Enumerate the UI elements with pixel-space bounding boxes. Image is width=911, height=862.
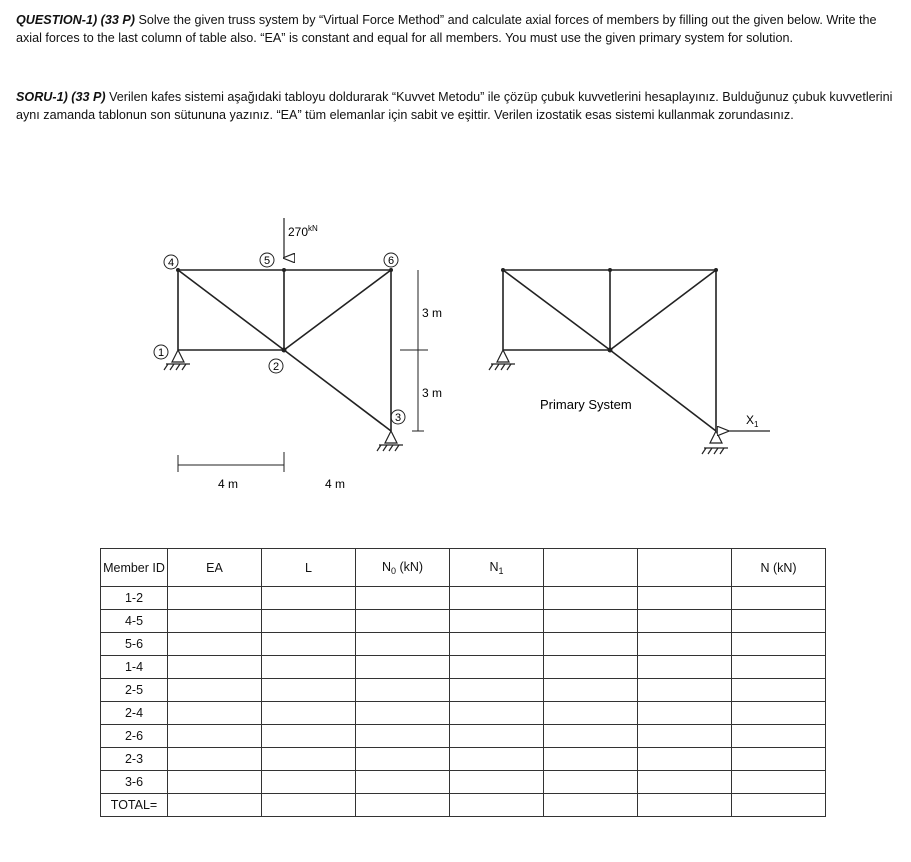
member-2-3: [284, 350, 391, 431]
dim-width-left: 4 m: [218, 477, 239, 491]
answer-cell[interactable]: [168, 633, 262, 656]
member-id-cell: 2-5: [101, 679, 168, 702]
answer-cell[interactable]: [262, 610, 356, 633]
node-label-1: 1: [157, 347, 165, 359]
answer-cell[interactable]: [732, 725, 826, 748]
question-turkish-prefix: SORU-1) (33 P): [16, 90, 106, 104]
answer-cell[interactable]: [168, 725, 262, 748]
answer-cell[interactable]: [168, 656, 262, 679]
dimension-horizontal: [178, 452, 284, 472]
dim-height-upper: 3 m: [422, 306, 443, 320]
answer-cell[interactable]: [356, 679, 450, 702]
question-english: [16, 12, 901, 47]
answer-cell[interactable]: [544, 633, 638, 656]
answer-cell[interactable]: [450, 610, 544, 633]
answer-cell[interactable]: [638, 725, 732, 748]
table-row: [101, 771, 826, 794]
answer-cell[interactable]: [638, 748, 732, 771]
answer-cell[interactable]: [638, 610, 732, 633]
answer-cell[interactable]: [450, 679, 544, 702]
question-turkish: [16, 89, 901, 124]
question-english-prefix: QUESTION-1) (33 P): [16, 13, 135, 27]
header-blank-2: [638, 549, 732, 587]
answer-cell[interactable]: [732, 794, 826, 817]
member-2-4: [178, 270, 284, 350]
answer-cell[interactable]: [450, 587, 544, 610]
answer-cell[interactable]: [262, 771, 356, 794]
answer-cell[interactable]: [638, 656, 732, 679]
member-id-cell: TOTAL=: [101, 794, 168, 817]
dim-height-lower: 3 m: [422, 386, 443, 400]
answer-cell[interactable]: [732, 771, 826, 794]
member-id-cell: 2-3: [101, 748, 168, 771]
answer-cell[interactable]: [450, 725, 544, 748]
answer-cell[interactable]: [356, 587, 450, 610]
answer-cell[interactable]: [544, 771, 638, 794]
load-value: 270: [288, 225, 309, 239]
answer-cell[interactable]: [450, 633, 544, 656]
primary-support-node-1: [489, 350, 515, 370]
table-row: [101, 633, 826, 656]
solution-table: [100, 548, 826, 817]
answer-cell[interactable]: [544, 679, 638, 702]
answer-cell[interactable]: [638, 771, 732, 794]
answer-cell[interactable]: [168, 748, 262, 771]
answer-cell[interactable]: [638, 587, 732, 610]
answer-cell[interactable]: [544, 794, 638, 817]
answer-cell[interactable]: [356, 656, 450, 679]
node-label-3: 3: [394, 412, 402, 424]
node-label-4: 4: [167, 257, 175, 269]
table-row: [101, 587, 826, 610]
table-row: [101, 610, 826, 633]
header-n-final: N (kN): [732, 549, 826, 587]
question-turkish-text: Verilen kafes sistemi aşağıdaki tabloyu doldurarak “Kuvvet Metodu” ile çözüp çubuk kuvvetlerini hesaplayınız. Bulduğunuz çubuk kuvvetlerini aynı zamanda tablonun son sütununa yazınız. “EA” tüm elemanlar için sabit ve eşittir. Verilen izostatik esas sistemi kullanmak zorundasınız.: [16, 90, 893, 122]
answer-cell[interactable]: [356, 702, 450, 725]
member-id-cell: 3-6: [101, 771, 168, 794]
answer-cell[interactable]: [168, 771, 262, 794]
answer-cell[interactable]: [732, 633, 826, 656]
member-id-cell: 1-4: [101, 656, 168, 679]
header-ea: EA: [168, 549, 262, 587]
answer-cell[interactable]: [168, 610, 262, 633]
primary-roller-node-3: [702, 431, 728, 454]
answer-cell[interactable]: [450, 748, 544, 771]
node-labels: [154, 253, 405, 424]
answer-cell[interactable]: [450, 656, 544, 679]
dimension-vertical: [400, 270, 428, 431]
answer-cell[interactable]: [638, 794, 732, 817]
member-id-cell: 5-6: [101, 633, 168, 656]
member-id-cell: 1-2: [101, 587, 168, 610]
answer-cell[interactable]: [732, 679, 826, 702]
support-node-3: [377, 431, 403, 451]
answer-cell[interactable]: [544, 610, 638, 633]
svg-text:270kN: [288, 224, 318, 239]
table-row: [101, 656, 826, 679]
answer-cell[interactable]: [262, 702, 356, 725]
answer-cell[interactable]: [356, 725, 450, 748]
answer-cell[interactable]: [356, 610, 450, 633]
table-row: [101, 679, 826, 702]
answer-cell[interactable]: [638, 702, 732, 725]
answer-cell[interactable]: [638, 679, 732, 702]
header-n0: $N_0$ (kN): [356, 549, 450, 587]
load-unit: kN: [308, 224, 318, 233]
load-270kn: [284, 218, 318, 258]
dim-width-right: 4 m: [325, 477, 346, 491]
header-member-id: Member ID: [101, 549, 168, 587]
answer-cell[interactable]: [262, 633, 356, 656]
answer-cell[interactable]: [544, 656, 638, 679]
member-id-cell: 4-5: [101, 610, 168, 633]
answer-cell[interactable]: [356, 748, 450, 771]
answer-cell[interactable]: [356, 633, 450, 656]
answer-cell[interactable]: [262, 748, 356, 771]
answer-cell[interactable]: [168, 702, 262, 725]
answer-cell[interactable]: [732, 702, 826, 725]
answer-cell[interactable]: [544, 725, 638, 748]
header-blank-1: [544, 549, 638, 587]
truss-figure: [0, 200, 911, 500]
member-2-6: [284, 270, 391, 350]
answer-cell[interactable]: [262, 725, 356, 748]
table-row: [101, 702, 826, 725]
table-row: [101, 748, 826, 771]
answer-cell[interactable]: [732, 610, 826, 633]
answer-cell[interactable]: [544, 587, 638, 610]
header-length: L: [262, 549, 356, 587]
node-label-6: 6: [387, 255, 395, 267]
answer-cell[interactable]: [732, 748, 826, 771]
header-n1: $N_1$: [450, 549, 544, 587]
answer-cell[interactable]: [638, 633, 732, 656]
answer-cell[interactable]: [262, 656, 356, 679]
question-english-text: Solve the given truss system by “Virtual Force Method” and calculate axial forces of members by filling out the given below. Write the axial forces to the last column of table also. “EA” is constant and equal for all members. You must use the given primary system for solution.: [16, 13, 877, 45]
redundant-force-x1: [728, 413, 770, 431]
answer-cell[interactable]: [262, 679, 356, 702]
answer-cell[interactable]: [450, 771, 544, 794]
answer-cell[interactable]: [168, 679, 262, 702]
node-label-2: 2: [272, 361, 280, 373]
svg-text:X1: [746, 413, 759, 429]
member-id-cell: 2-6: [101, 725, 168, 748]
table-header-row: [101, 549, 826, 587]
answer-cell[interactable]: [450, 702, 544, 725]
answer-cell[interactable]: [544, 702, 638, 725]
answer-cell[interactable]: [262, 794, 356, 817]
node-label-5: 5: [263, 255, 271, 267]
table-row: [101, 794, 826, 817]
answer-cell[interactable]: [356, 794, 450, 817]
answer-cell[interactable]: [262, 587, 356, 610]
redundant-label: X: [746, 413, 755, 427]
answer-cell[interactable]: [732, 587, 826, 610]
answer-cell[interactable]: [450, 794, 544, 817]
table-row: [101, 725, 826, 748]
answer-cell[interactable]: [732, 656, 826, 679]
answer-cell[interactable]: [168, 587, 262, 610]
answer-cell[interactable]: [544, 748, 638, 771]
member-id-cell: 2-4: [101, 702, 168, 725]
primary-system-label: Primary System: [540, 397, 632, 412]
redundant-subscript: 1: [754, 420, 759, 429]
answer-cell[interactable]: [356, 771, 450, 794]
answer-cell[interactable]: [168, 794, 262, 817]
